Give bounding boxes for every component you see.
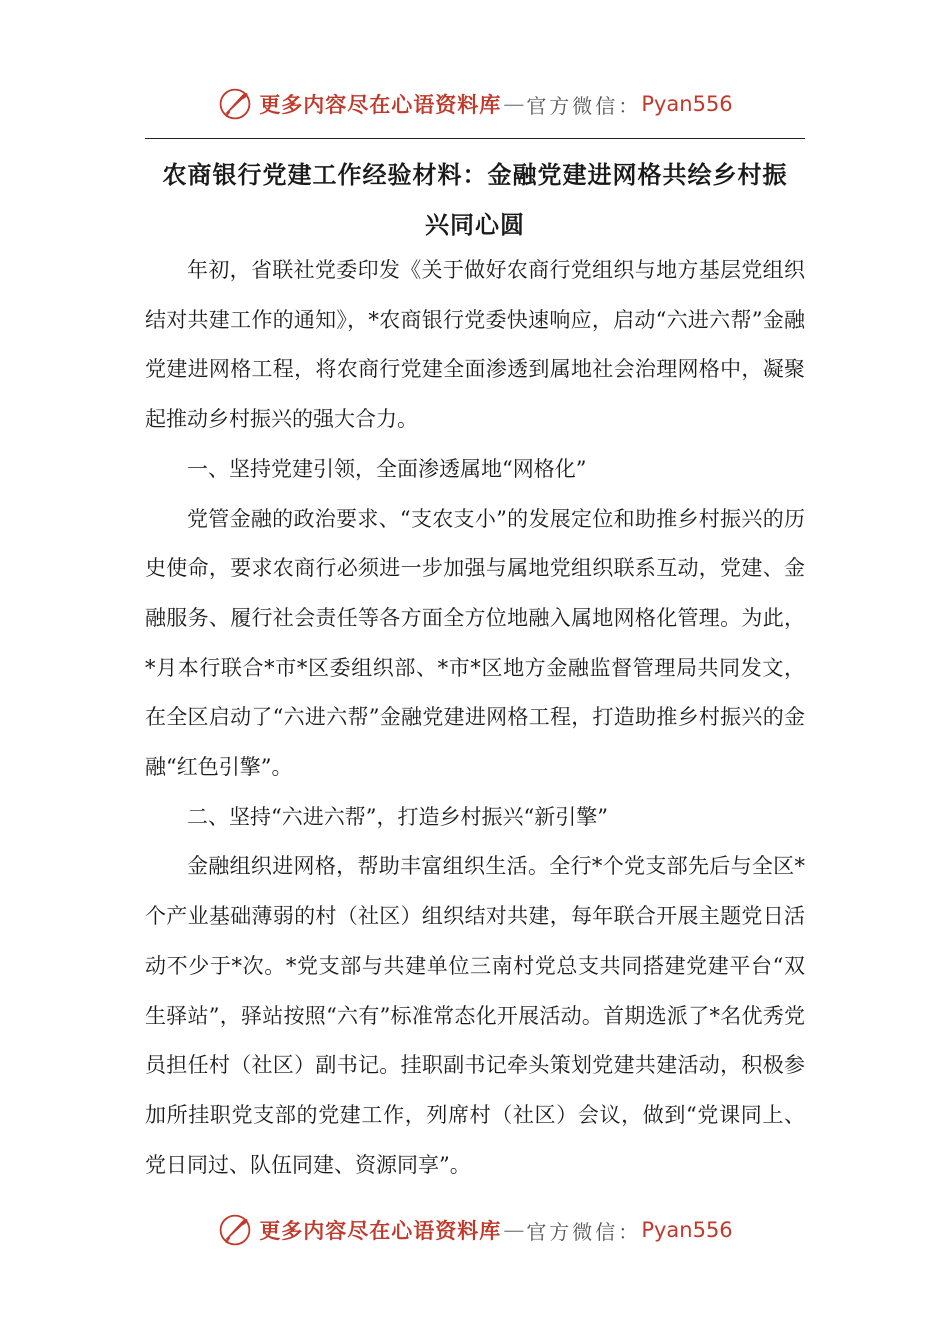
header-banner: [0, 82, 950, 126]
banner-brand-text: 更多内容尽在心语资料库: [259, 92, 502, 117]
title-line-1: 农商银行党建工作经验材料：金融党建进网格共绘乡村振: [162, 161, 788, 189]
section-heading-1: 一、坚持党建引领，全面渗透属地“网格化”: [187, 456, 587, 481]
document-body: [145, 246, 805, 1190]
section-1-paragraph: 党管金融的政治要求、“支农支小”的发展定位和助推乡村振兴的历史使命，要求农商行必须进一步加强与属地党组织联系互动，党建、金融服务、履行社会责任等各方面全方位地融入属地网格化管理。为此，*月本行联合*市*区委组织部、*市*区地方金融监督管理局共同发文，在全区启动了“六进六帮”金融党建进网格工程，打造助推乡村振兴的金融“红色引擎”。: [145, 506, 805, 780]
footer-official-label: 官方微信：: [526, 1219, 642, 1244]
title-line-2: 兴同心圆: [425, 211, 525, 239]
banner-wechat-id: Pyan556: [641, 92, 733, 116]
footer-wechat-id: Pyan556: [641, 1218, 733, 1242]
section-heading-2: 二、坚持“六进六帮”，打造乡村振兴“新引擎”: [187, 804, 608, 829]
footer-banner: [0, 1208, 950, 1252]
banner-official-label: 官方微信：: [526, 93, 642, 118]
document-title: [145, 150, 805, 250]
banner-dash: —: [503, 92, 525, 116]
quill-logo-icon: [217, 1212, 253, 1248]
intro-paragraph: 年初，省联社党委印发《关于做好农商行党组织与地方基层党组织结对共建工作的通知》，*农商银行党委快速响应，启动“六进六帮”金融党建进网格工程，将农商行党建全面渗透到属地社会治理网格中，凝聚起推动乡村振兴的强大合力。: [145, 258, 805, 432]
footer-dash: —: [503, 1218, 525, 1242]
quill-logo-icon: [217, 86, 253, 122]
header-divider: [145, 138, 805, 139]
footer-brand-text: 更多内容尽在心语资料库: [259, 1218, 502, 1243]
section-2-paragraph: 金融组织进网格，帮助丰富组织生活。全行*个党支部先后与全区*个产业基础薄弱的村（社区）组织结对共建，每年联合开展主题党日活动不少于*次。*党支部与共建单位三南村党总支共同搭建党建平台“双生驿站”，驿站按照“六有”标准常态化开展活动。首期选派了*名优秀党员担任村（社区）副书记。挂职副书记牵头策划党建共建活动，积极参加所挂职党支部的党建工作，列席村（社区）会议，做到“党课同上、党日同过、队伍同建、资源同享”。: [145, 854, 805, 1177]
